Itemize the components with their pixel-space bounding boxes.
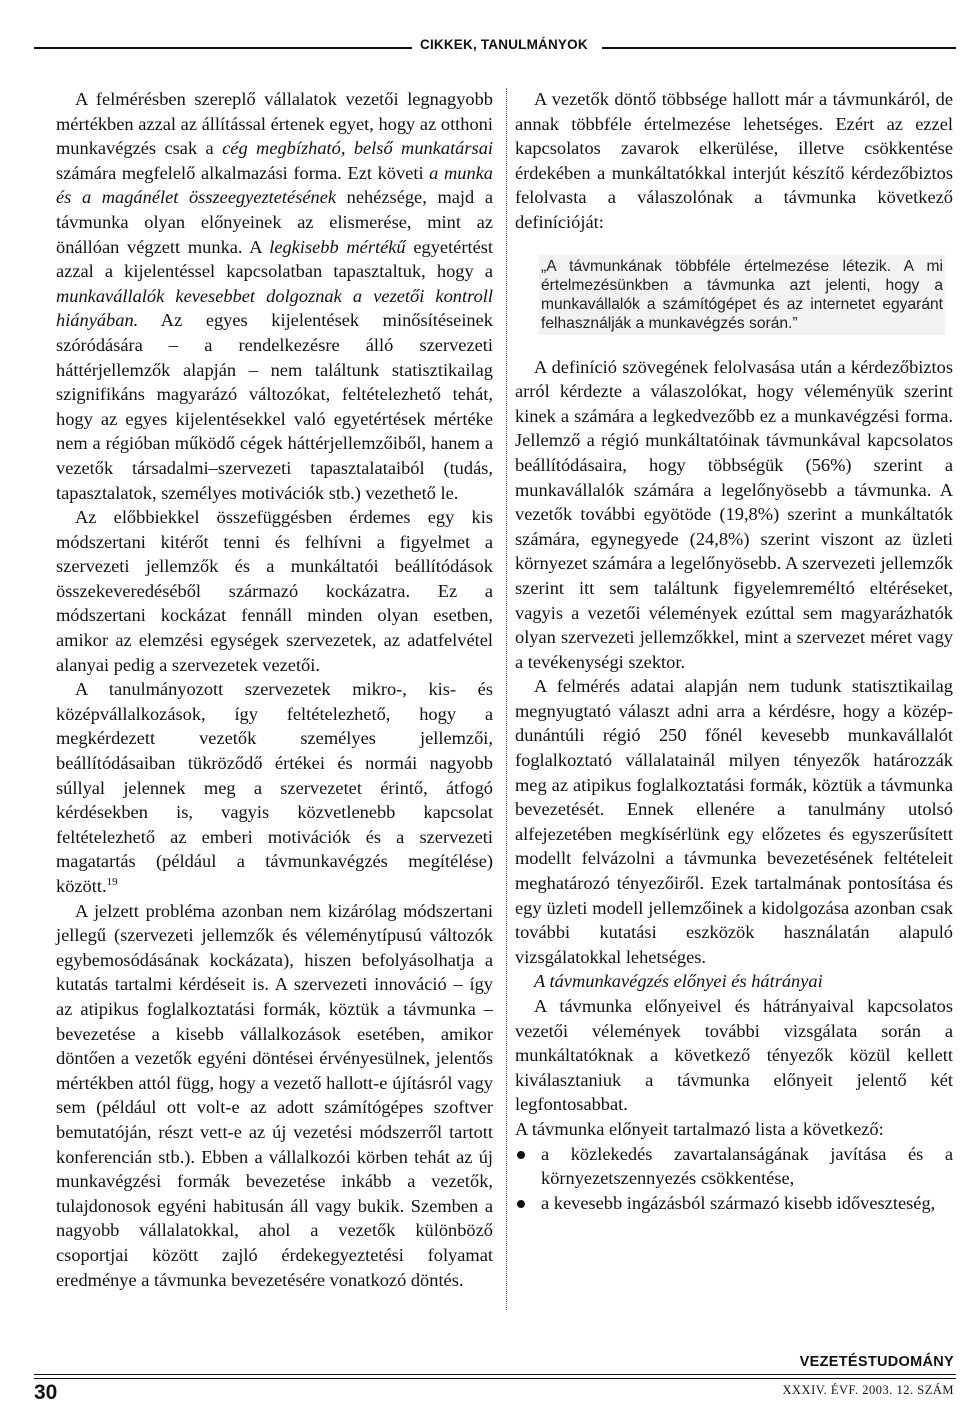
paragraph: A jelzett probléma azonban nem kizárólag módszertani jellegű (szervezeti jellemzők és véleménytípusú változók egybemosódásának kockázata), hiszen befolyásolhatja a kutatás tartalmi kérdéseit is. A szervezeti innováció – így az atipikus foglalkoztatási formák, köztük a távmunka – bevezetése a kisebb vállalkozások esetében, amikor döntően a vezetők egyéni döntései érvényesülnek, jelentős mértékben attól függ, hogy a vezető hallott-e újításról vagy sem (például ott volt-e az adott számítógépes szoftver bemutatóján, részt vett-e az új vezetési módszerről tartott konferencián stb.). Ebben a vállalkozói körben tehát az új munkavégzési formák bevezetése inkább a vezetők, tulajdonosok egyéni habitusán áll vagy bukik. Szemben a nagyobb vállalatokkal, ahol a vezetők különböző csoportjai között zajló érdekegyeztetési folyamat eredménye a távmunka bevezetésére vonatkozó döntés. [56, 900, 493, 1290]
list-item-text: a közlekedés zavartalanságának javítása és a környezetszennyezés csökkentése, [541, 1143, 953, 1189]
header-rule-right [602, 47, 956, 49]
running-footer [34, 1354, 956, 1404]
paragraph-text: Az egyes kijelentések minősítéseinek szóródására – a rendelkezésre álló szervezeti háttérjellemzők alapján – nem találtunk statisztikailag szignifikáns magyarázó változókat, feltételezhető tehát, hogy az egyes kijelentésekkel való egyetértések mértéke nem a régióban működő cégek háttérjellemzőiből, hanem a vezetők társadalmi–szervezeti tapasztalataiból (tudás, tapasztalatok, személyes motivációk stb.) vezethető le. [56, 310, 493, 503]
emphasized-text: munkavállalók kevesebbet dolgoznak a vezetői kontroll hiányában. [56, 285, 493, 331]
paragraph: A távmunka előnyeit tartalmazó lista a következő: [515, 1118, 884, 1139]
section-title: CIKKEK, TANULMÁNYOK [420, 37, 588, 52]
paragraph-text: egyetértést azzal a kijelentéssel kapcsolatban tapasztaltuk, hogy a [56, 236, 493, 282]
emphasized-text: a munka és a magánélet összeegyeztetésének [56, 162, 493, 208]
paragraph [56, 87, 493, 505]
bullet-icon [517, 1200, 525, 1208]
advantages-list [515, 1142, 953, 1216]
column-divider [506, 88, 507, 1310]
paragraph [56, 677, 493, 898]
list-item [515, 1191, 953, 1216]
list-item [515, 1142, 953, 1191]
issue-info: XXXIV. ÉVF. 2003. 12. SZÁM [782, 1383, 954, 1397]
paragraph-text: A tanulmányozott szervezetek mikro-, kis- és középvállalkozások, így feltételezhető, hogy a megkérdezett vezetők személyes jellemzői, beállítódásaiban tükröződő értékei és normái nagyobb súllyal jelennek meg a szervezetet érintő, átfogó kérdésekben is, vagyis közvetlenebb kapcsolat feltételezhető az emberi motivációk és a szervezeti magatartás (például a távmunkavégzés megítélése) között. [56, 679, 493, 896]
list-item-text: a kevesebb ingázásból származó kisebb időveszteség, [541, 1192, 936, 1213]
paragraph: A felmérés adatai alapján nem tudunk statisztikailag megnyugtató választ adni arra a kérdésre, hogy a közép-dunántúli régió 250 főnél kevesebb munkavállalót foglalkoztató vállalatainál milyen tényezők határozzák meg az atipikus foglalkoztatási formák, köztük a távmunka bevezetését. Ennek ellenére a tanulmány utolsó alfejezetében megkísérlünk egy előzetes és egyszerűsített modellt felvázolni a távmunka bevezetésének feltételeit meghatározó tényezőiről. Ezek tartalmának pontosítása és egy üzleti modell jellemzőinek a kidolgozása azonban csak további kutatási eszközök használatán alapuló vizsgálatokkal lehetséges. [515, 676, 953, 967]
journal-title: VEZETÉSTUDOMÁNY [799, 1354, 954, 1370]
paragraph: A definíció szövegének felolvasása után a kérdezőbiztos arról kérdezte a válaszolókat, hogy véleményük szerint kinek a számára a legkedvezőbb ez a munkavégzési forma. Jellemző a régió munkáltatóinak távmunkával kapcsolatos beállítódásaira, hogy többségük (56%) szerint a munkavállalók számára a legelőnyösebb a távmunka. A vezetők további egyötöde (19,8%) szerint a munkáltatók számára, egynegyede (24,8%) szerint viszont az üzleti környezet számára a legelőnyösebb. A szervezeti jellemzők szerint itt sem találtunk figyelemreméltó eltéréseket, vagyis a vezetői vélemények ezúttal sem magyarázhatók olyan szervezeti jellemzőkkel, mint a szervezet méret vagy a tevékenységi szektor. [515, 356, 953, 672]
emphasized-text: legkisebb mértékű [269, 236, 406, 257]
paragraph-text: A felmérésben szereplő vállalatok vezetői legnagyobb mértékben azzal az állítással értenek egyet, hogy az otthoni munkavégzés csak a [56, 89, 493, 159]
emphasized-text: cég megbízható, belső munkatársai [222, 138, 493, 159]
footnote-ref: 19 [106, 875, 118, 888]
bullet-icon [517, 1151, 525, 1159]
page-number: 30 [34, 1381, 58, 1404]
paragraph: A vezetők döntő többsége hallott már a távmunkáról, de annak többféle értelmezése lehetséges. Ezért az ezzel kapcsolatos zavarok elkerülése, illetve csökkentése érdekében a munkáltatókkal interjút készítő kérdezőbiztos felolvasta a válaszolónak a távmunka következő definícióját: [515, 89, 953, 232]
right-column [515, 87, 953, 1215]
running-header [34, 36, 956, 58]
header-rule-left [34, 47, 412, 49]
definition-quote: „A távmunkának többféle értelmezése létezik. A mi értelmezésünkben a távmunka azt jelenti, hogy a munkavállalók a számítógépet és az internetet egyaránt felhasználják a munkavégzés során.” [539, 255, 945, 335]
footer-rule [34, 1374, 956, 1375]
paragraph: A távmunka előnyeivel és hátrányaival kapcsolatos vezetői vélemények további vizsgálata során a munkáltatóknak a következő tényezők közül kellett kiválasztaniuk a távmunka előnyeit jelentő két legfontosabbat. [515, 996, 953, 1115]
subheading: A távmunkavégzés előnyei és hátrányai [534, 971, 823, 992]
paragraph-text: számára megfelelő alkalmazási forma. Ezt követi [56, 162, 430, 183]
paragraph-text: nehézsége, majd a távmunka olyan előnyeinek az elismerése, mint az önállóan végzett munka. A [56, 187, 493, 257]
footer-rule [34, 1378, 956, 1379]
paragraph: Az előbbiekkel összefüggésben érdemes egy kis módszertani kitérőt tenni és felhívni a figyelmet a szervezeti jellemzők és a munkáltatói beállítódások összekeveredéséből származó kockázatra. Ez a módszertani kockázat fennáll minden olyan esetben, amikor az elemzési egységek szervezetek, az adatfelvétel alanyai pedig a szervezetek vezetői. [56, 507, 493, 675]
left-column [56, 87, 493, 1292]
